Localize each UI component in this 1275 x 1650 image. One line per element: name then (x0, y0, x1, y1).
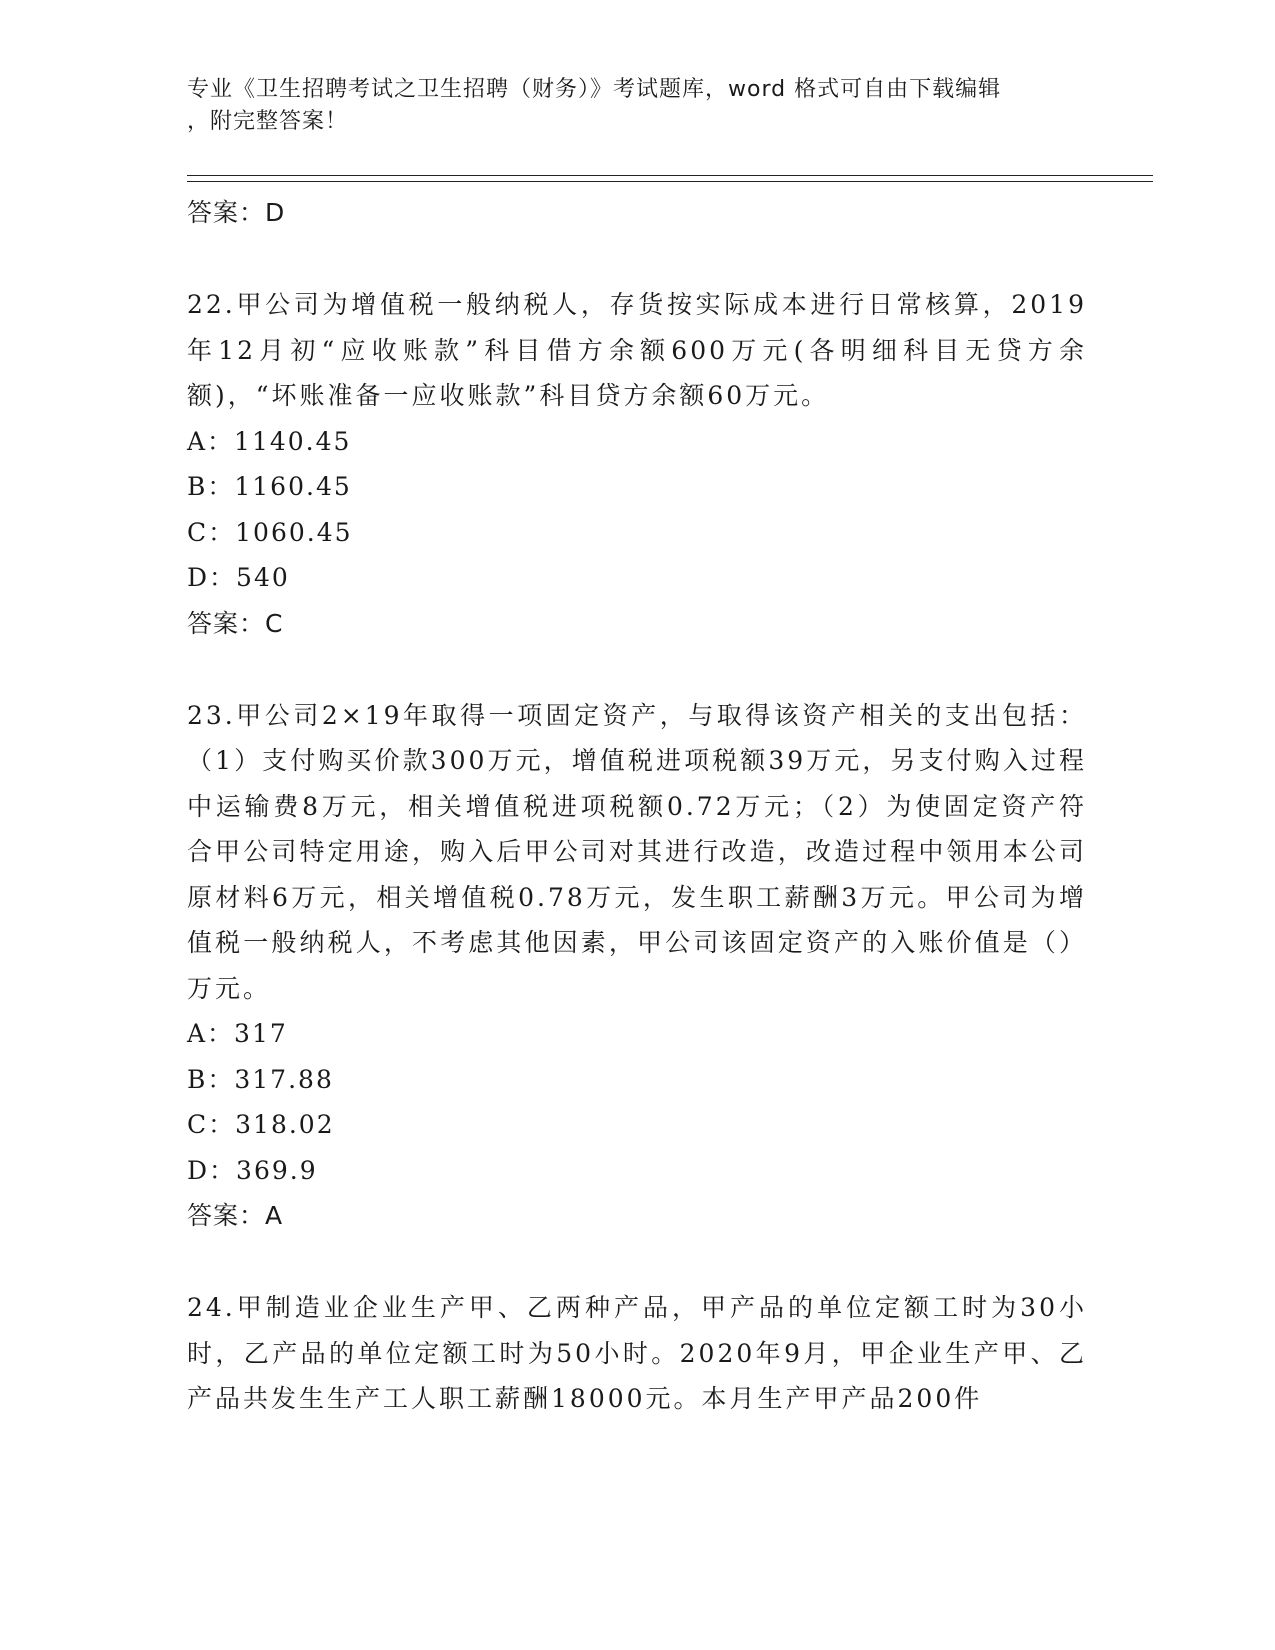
document-body (187, 190, 1087, 1422)
header-divider-top (187, 175, 1153, 176)
question-block (187, 1285, 1087, 1422)
option-b: B：317.88 (187, 1064, 334, 1094)
option-b: B：1160.45 (187, 472, 352, 501)
option-d: D：540 (187, 563, 290, 592)
answer-line: 答案：A (187, 1201, 284, 1230)
question-text: 23.甲公司2×19年取得一项固定资产，与取得该资产相关的支出包括：（1）支付购买价款300万元，增值税进项税额39万元，另支付购入过程中运输费8万元，相关增值税进项税额0.72万元；（2）为使固定资产符合甲公司特定用途，购入后甲公司对其进行改造，改造过程中领用本公司原材料6万元，相关增值税0.78万元，发生职工薪酬3万元。甲公司为增值税一般纳税人，不考虑其他因素，甲公司该固定资产的入账价值是（）万元。 (187, 700, 1087, 1003)
header-line-2: ，附完整答案！ (187, 109, 349, 134)
header-divider-bottom (187, 181, 1153, 182)
spacer (187, 236, 1087, 282)
answer-line: 答案：C (187, 608, 284, 638)
header-line-1: 专业《卫生招聘考试之卫生招聘（财务）》考试题库，word 格式可自由下载编辑 (187, 77, 1002, 102)
option-a: A：317 (187, 1019, 288, 1048)
option-c: C：1060.45 (187, 517, 353, 547)
question-block (187, 282, 1087, 647)
document-header (187, 74, 1087, 138)
question-text: 22.甲公司为增值税一般纳税人，存货按实际成本进行日常核算，2019年12月初“应收账款”科目借方余额600万元(各明细科目无贷方余额)，“坏账准备一应收账款”科目贷方余额60万元。 (187, 290, 1087, 410)
question-block (187, 693, 1087, 1240)
spacer (187, 1239, 1087, 1285)
answer-line: 答案：D (187, 198, 286, 227)
spacer (187, 647, 1087, 693)
question-text: 24.甲制造业企业生产甲、乙两种产品，甲产品的单位定额工时为30小时，乙产品的单位定额工时为50小时。2020年9月，甲企业生产甲、乙产品共发生生产工人职工薪酬18000元。本月生产甲产品200件 (187, 1293, 1087, 1413)
option-c: C：318.02 (187, 1110, 335, 1139)
option-d: D：369.9 (187, 1155, 318, 1185)
option-a: A：1140.45 (187, 426, 352, 456)
